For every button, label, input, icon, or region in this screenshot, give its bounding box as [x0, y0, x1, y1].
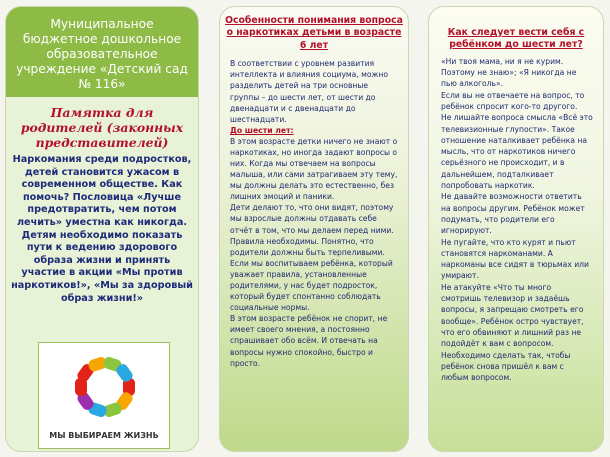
- hands-circle-icon: [69, 347, 141, 427]
- intro-paragraph: В соответствии с уровнем развития интеллекта и влияния социума, можно разделить детей на три основные группы – до шести лет, от шести до двенадцати и с двенадцати до шестнадцати.: [230, 59, 388, 124]
- paragraph: Не атакуйте «Что ты много смотришь телевизор и задаёшь вопросы, я запрещаю смотреть его вообще». Ребёнок остро чувствует, что его обвиняют и лишний раз не подойдёт к вам с вопросом. Необходимо сделать так, чтобы ребёнок снова пришёл к вам с любым вопросом.: [441, 282, 584, 383]
- behavior-title: Как следует вести себя с ребёнком до шести лет?: [447, 27, 585, 51]
- paragraph: В этом возрасте ребёнок не спорит, не имеет своего мнения, а постоянно спрашивает обо всём. И отвечать на вопросы нужно спокойно, быстро и просто.: [230, 314, 388, 368]
- campaign-logo: [38, 342, 170, 449]
- behavior-body: [441, 56, 593, 384]
- paragraph: Правила необходимы. Понятно, что родители должны быть терпеливыми. Если мы воспитываем ребёнка, который уважает правила, установленные родителями, у нас будет подросток, который будет спонтанно соблюдать социальные нормы.: [230, 236, 393, 313]
- understanding-body: [230, 136, 398, 369]
- institution-header: Муниципальное бюджетное дошкольное образовательное учреждение «Детский сад № 116»: [6, 7, 198, 97]
- intro-text: Наркомания среди подростков, детей становится ужасом в современном обществе. Как помочь? Пословица «Лучше предотвратить, чем потом лечить» уместна как никогда. Детям необходимо показать пути к ведению здорового образа жизни и принять участие в акции «Мы против наркотиков!», «Мы за здоровый образ жизни!»: [11, 154, 193, 304]
- memo-title: Памятка для родителей (законных представителей): [20, 105, 184, 150]
- intro-panel: [5, 6, 199, 452]
- paragraph: «Ни твоя мама, ни я не курим. Поэтому не знаю»; «Я никогда не пью алкоголь».: [441, 56, 577, 89]
- paragraph: В этом возрасте детки ничего не знают о наркотиках, но иногда задают вопросы о них. Когда мы отвечаем на вопросы малыша, или сами затрагиваем эту тему, мы должны делать это естественно, без лишних эмоций и паники.: [230, 136, 398, 202]
- paragraph: Дети делают то, что они видят, поэтому мы взрослые должны отдавать себе отчёт в том, что мы делаем перед ними.: [230, 203, 394, 235]
- paragraph: Не пугайте, что кто курят и пьют становятся наркоманами. А наркоманы все сидят в тюрьмах или умирают.: [441, 237, 589, 281]
- logo-caption: МЫ ВЫБИРАЕМ ЖИЗНЬ: [49, 431, 159, 440]
- understanding-intro: [230, 58, 398, 125]
- understanding-title: Особенности понимания вопроса о наркотиках детьми в возрасте 6 лет: [225, 15, 403, 51]
- paragraph: Не лишайте вопроса смысла «Всё это телевизионные глупости». Такое отношение наталкивает ребёнка на мысль, что от наркотиков ничего серьёзного не происходит, и в дальнейшем, подталкивает попробовать наркотик.: [441, 113, 593, 191]
- paragraph: Не давайте возможности ответить на вопросы другим. Ребёнок может подумать, что родители его игнорируют.: [441, 192, 585, 236]
- paragraph: Если вы не отвечаете на вопрос, то ребёнок спросит кого-то другого.: [441, 90, 585, 111]
- behavior-panel: [428, 6, 604, 452]
- understanding-panel: [219, 6, 409, 452]
- age-subhead: До шести лет:: [230, 125, 294, 135]
